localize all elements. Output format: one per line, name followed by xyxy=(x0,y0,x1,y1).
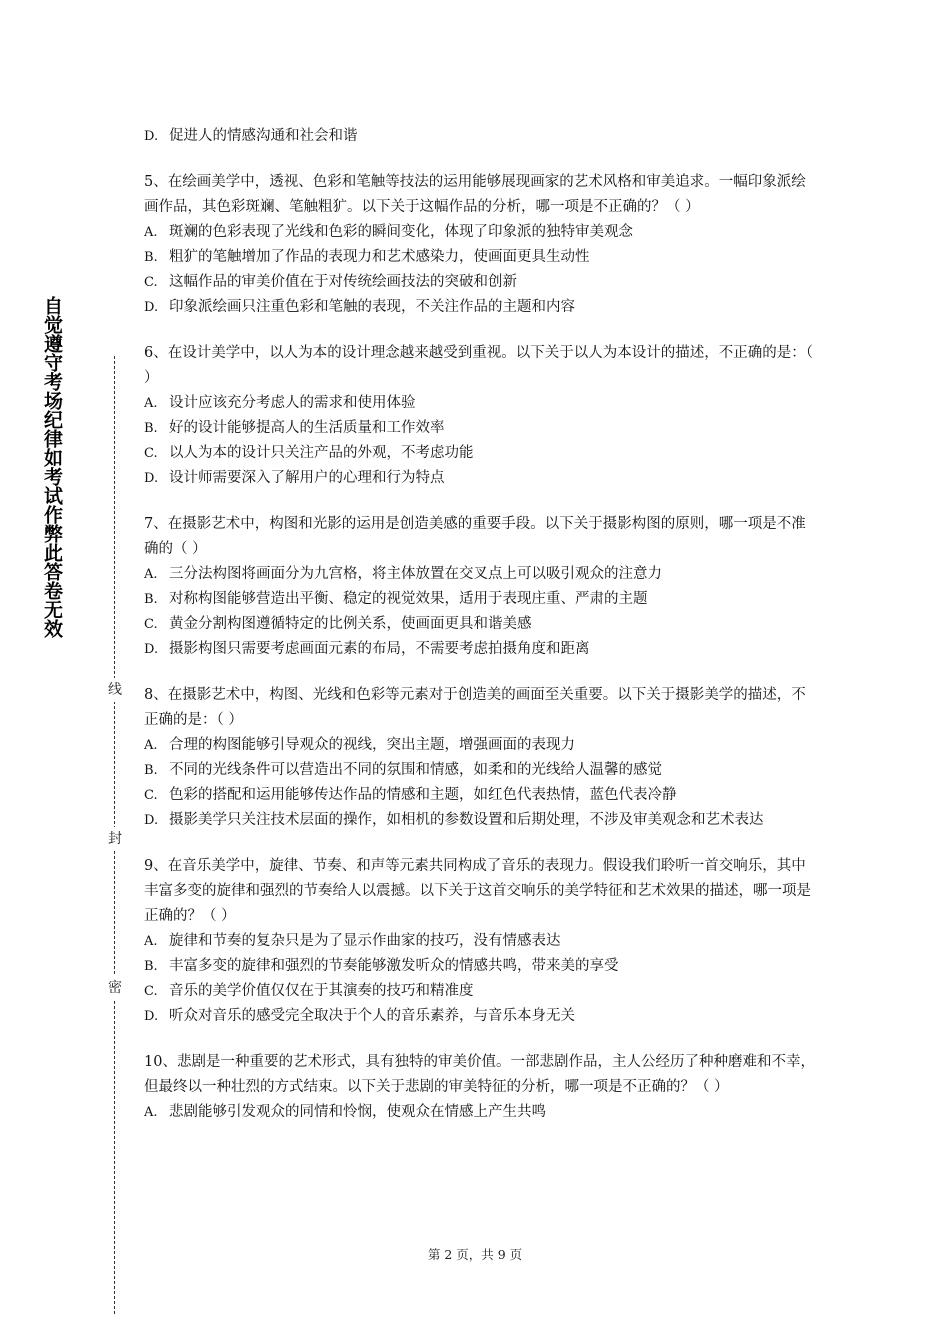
option-letter: B. xyxy=(144,592,158,607)
option-letter: D. xyxy=(144,813,159,828)
option-text: 悲剧能够引发观众的同情和怜悯，使观众在情感上产生共鸣 xyxy=(169,1104,546,1120)
option-letter: C. xyxy=(144,446,158,461)
option-letter: A. xyxy=(144,225,158,240)
option-text: 以人为本的设计只关注产品的外观，不考虑功能 xyxy=(169,445,474,461)
answer-option xyxy=(144,124,816,149)
question-block xyxy=(144,124,816,149)
option-letter: D. xyxy=(144,300,159,315)
question-block xyxy=(144,341,816,491)
option-text: 旋律和节奏的复杂只是为了显示作曲家的技巧，没有情感表达 xyxy=(169,933,561,949)
question-stem: 7、在摄影艺术中，构图和光影的运用是创造美感的重要手段。以下关于摄影构图的原则，哪一项是不准确的（ ） xyxy=(144,516,806,557)
answer-option xyxy=(144,979,816,1004)
question-list xyxy=(144,124,816,1146)
option-letter: D. xyxy=(144,471,159,486)
question-block xyxy=(144,512,816,662)
option-text: 色彩的搭配和运用能够传达作品的情感和主题，如红色代表热情，蓝色代表冷静 xyxy=(169,787,677,803)
answer-option xyxy=(144,466,816,491)
option-letter: D. xyxy=(144,642,159,657)
option-text: 三分法构图将画面分为九宫格，将主体放置在交叉点上可以吸引观众的注意力 xyxy=(169,566,662,582)
question-block xyxy=(144,683,816,833)
answer-option xyxy=(144,1004,816,1029)
answer-option xyxy=(144,270,816,295)
answer-option xyxy=(144,220,816,245)
option-letter: A. xyxy=(144,396,158,411)
option-text: 促进人的情感沟通和社会和谐 xyxy=(169,128,358,144)
answer-option xyxy=(144,587,816,612)
option-letter: D. xyxy=(144,1009,159,1024)
answer-option xyxy=(144,612,816,637)
option-letter: C. xyxy=(144,275,158,290)
answer-option xyxy=(144,783,816,808)
option-letter: C. xyxy=(144,617,158,632)
answer-option xyxy=(144,441,816,466)
margin-label-secret: 密 xyxy=(105,976,125,1000)
answer-option xyxy=(144,758,816,783)
option-text: 合理的构图能够引导观众的视线，突出主题，增强画面的表现力 xyxy=(169,737,575,753)
option-text: 设计师需要深入了解用户的心理和行为特点 xyxy=(169,470,445,486)
question-stem: 10、悲剧是一种重要的艺术形式，具有独特的审美价值。一部悲剧作品，主人公经历了种种磨难和不幸，但最终以一种壮烈的方式结束。以下关于悲剧的审美特征的分析，哪一项是不正确的？（ ） xyxy=(144,1054,815,1095)
answer-option xyxy=(144,1100,816,1125)
option-letter: C. xyxy=(144,984,158,999)
option-letter: A. xyxy=(144,567,158,582)
option-letter: B. xyxy=(144,250,158,265)
option-letter: B. xyxy=(144,421,158,436)
option-text: 粗犷的笔触增加了作品的表现力和艺术感染力，使画面更具生动性 xyxy=(169,249,590,265)
option-letter: A. xyxy=(144,738,158,753)
answer-option xyxy=(144,245,816,270)
option-text: 斑斓的色彩表现了光线和色彩的瞬间变化，体现了印象派的独特审美观念 xyxy=(169,224,633,240)
answer-option xyxy=(144,562,816,587)
question-stem: 6、在设计美学中，以人为本的设计理念越来越受到重视。以下关于以人为本设计的描述，不正确的是：（ ） xyxy=(144,345,813,386)
option-letter: D. xyxy=(144,129,159,144)
answer-option xyxy=(144,391,816,416)
option-text: 印象派绘画只注重色彩和笔触的表现，不关注作品的主题和内容 xyxy=(169,299,575,315)
option-text: 黄金分割构图遵循特定的比例关系，使画面更具和谐美感 xyxy=(169,616,532,632)
option-text: 不同的光线条件可以营造出不同的氛围和情感，如柔和的光线给人温馨的感觉 xyxy=(169,762,662,778)
question-stem: 5、在绘画美学中，透视、色彩和笔触等技法的运用能够展现画家的艺术风格和审美追求。一幅印象派绘画作品，其色彩斑斓、笔触粗犷。以下关于这幅作品的分析，哪一项是不正确的？（ ） xyxy=(144,174,806,215)
option-letter: B. xyxy=(144,959,158,974)
option-text: 设计应该充分考虑人的需求和使用体验 xyxy=(169,395,416,411)
question-block xyxy=(144,170,816,320)
option-text: 摄影构图只需要考虑画面元素的布局，不需要考虑拍摄角度和距离 xyxy=(169,641,590,657)
option-text: 好的设计能够提高人的生活质量和工作效率 xyxy=(169,420,445,436)
option-text: 对称构图能够营造出平衡、稳定的视觉效果，适用于表现庄重、严肃的主题 xyxy=(169,591,648,607)
question-stem: 9、在音乐美学中，旋律、节奏、和声等元素共同构成了音乐的表现力。假设我们聆听一首交响乐，其中丰富多变的旋律和强烈的节奏给人以震撼。以下关于这首交响乐的美学特征和艺术效果的描述，哪一项是正确的？（ ） xyxy=(144,858,811,924)
answer-option xyxy=(144,954,816,979)
answer-option xyxy=(144,808,816,833)
answer-option xyxy=(144,637,816,662)
option-text: 听众对音乐的感受完全取决于个人的音乐素养，与音乐本身无关 xyxy=(169,1008,575,1024)
question-stem: 8、在摄影艺术中，构图、光线和色彩等元素对于创造美的画面至关重要。以下关于摄影美学的描述，不正确的是：（ ） xyxy=(144,687,806,728)
answer-option xyxy=(144,929,816,954)
answer-option xyxy=(144,733,816,758)
option-letter: B. xyxy=(144,763,158,778)
option-text: 这幅作品的审美价值在于对传统绘画技法的突破和创新 xyxy=(169,274,517,290)
option-letter: C. xyxy=(144,788,158,803)
question-block xyxy=(144,854,816,1029)
margin-label-line: 线 xyxy=(105,678,125,702)
page-footer: 第 2 页，共 9 页 xyxy=(427,1247,523,1262)
margin-label-seal: 封 xyxy=(105,827,125,851)
question-block xyxy=(144,1050,816,1125)
option-text: 音乐的美学价值仅仅在于其演奏的技巧和精准度 xyxy=(169,983,474,999)
option-letter: A. xyxy=(144,1105,158,1120)
option-letter: A. xyxy=(144,934,158,949)
option-text: 丰富多变的旋律和强烈的节奏能够激发听众的情感共鸣，带来美的享受 xyxy=(169,958,619,974)
answer-option xyxy=(144,295,816,320)
option-text: 摄影美学只关注技术层面的操作，如相机的参数设置和后期处理，不涉及审美观念和艺术表达 xyxy=(169,812,764,828)
answer-option xyxy=(144,416,816,441)
exam-discipline-notice: 自觉遵守考场纪律如考试作弊此答卷无效 xyxy=(41,296,63,638)
